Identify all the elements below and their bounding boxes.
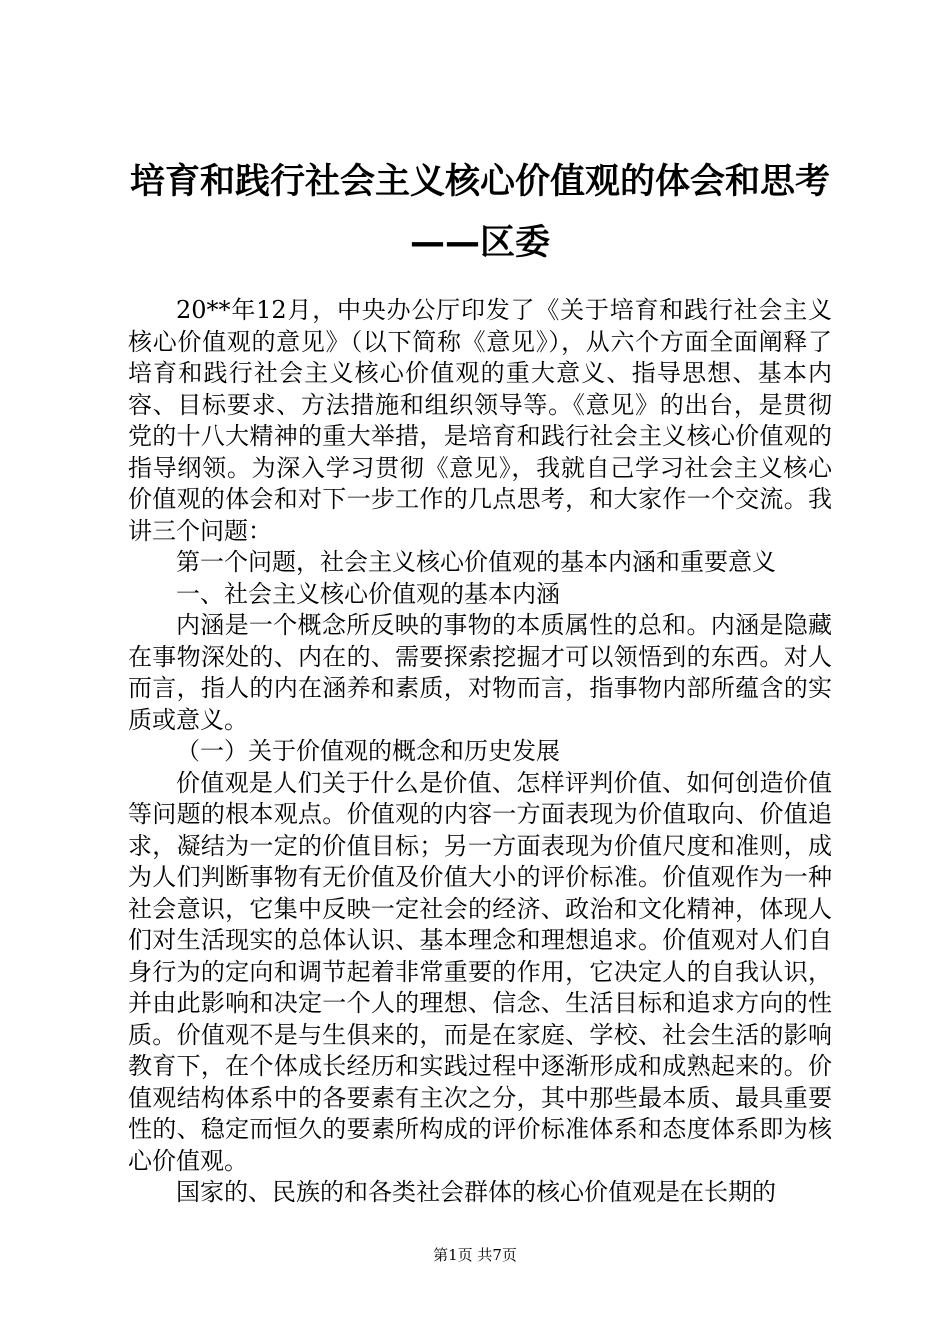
heading-question-one: 第一个问题，社会主义核心价值观的基本内涵和重要意义 (176, 548, 776, 576)
paragraph-connotation: 内涵是一个概念所反映的事物的本质属性的总和。内涵是隐藏在事物深处的、内在的、需要探索挖掘才可以领悟到的东西。对人而言，指人的内在涵养和素质，对物而言，指事物内部所蕴含的实质或意义。 (128, 611, 832, 734)
document-title: 培育和践行社会主义核心价值观的体会和思考 (129, 162, 830, 202)
heading-section-one: 一、社会主义核心价值观的基本内涵 (176, 579, 560, 608)
paragraph-values: 价值观是人们关于什么是价值、怎样评判价值、如何创造价值等问题的根本观点。价值观的内容一方面表现为价值取向、价值追求，凝结为一定的价值目标；另一方面表现为价值尺度和准则，成为人们判断事物有无价值及价值大小的评价标准。价值观作为一种社会意识，它集中反映一定社会的经济、政治和文化精神，体现人们对生活现实的总体认识、基本理念和理想追求。价值观对人们自身行为的定向和调节起着非常重要的作用，它决定人的自我认识，并由此影响和决定一个人的理想、信念、生活目标和追求方向的性质。价值观不是与生俱来的，而是在家庭、学校、社会生活的影响教育下，在个体成长经历和实践过程中逐渐形成和成熟起来的。价值观结构体系中的各要素有主次之分，其中那些最本质、最具重要性的、稳定而恒久的要素所构成的评价标准体系和态度体系即为核心价值观。 (128, 768, 832, 1175)
document-body (128, 295, 832, 1209)
document-subtitle: ——区委 (409, 223, 550, 263)
page-number: 第1页 共7页 (433, 1246, 517, 1264)
paragraph-national-values: 国家的、民族的和各类社会群体的核心价值观是在长期的 (176, 1178, 776, 1206)
paragraph-intro: 20**年12月，中央办公厅印发了《关于培育和践行社会主义核心价值观的意见》（以下简称《意见》），从六个方面全面阐释了培育和践行社会主义核心价值观的重大意义、指导思想、基本内容、目标要求、方法措施和组织领导等。《意见》的出台，是贯彻党的十八大精神的重大举措，是培育和践行社会主义核心价值观的指导纲领。为深入学习贯彻《意见》，我就自己学习社会主义核心价值观的体会和对下一步工作的几点思考，和大家作一个交流。我讲三个问题： (128, 296, 832, 545)
heading-subsection-one: （一）关于价值观的概念和历史发展 (176, 737, 560, 765)
